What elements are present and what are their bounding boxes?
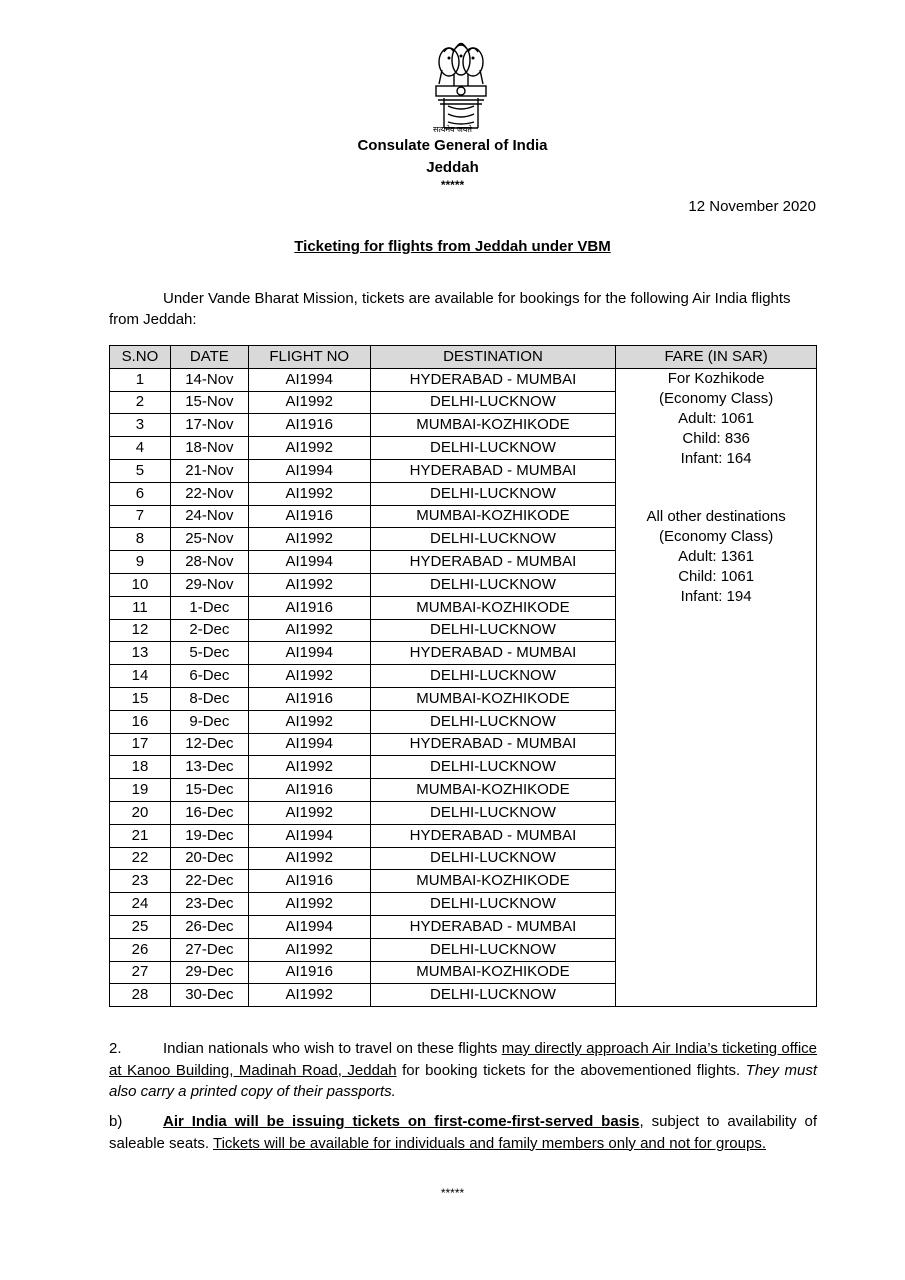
cell-date: 13-Dec (170, 756, 248, 779)
cell-destination: DELHI-LUCKNOW (370, 756, 616, 779)
paragraph-2 (109, 1038, 817, 1103)
cell-destination: DELHI-LUCKNOW (370, 482, 616, 505)
org-city: Jeddah (426, 159, 479, 176)
cell-date: 9-Dec (170, 710, 248, 733)
fare-line-others: Infant: 194 (680, 587, 752, 605)
cell-flight-no: AI1992 (248, 665, 370, 688)
col-header-date: DATE (170, 346, 248, 369)
cell-flight-no: AI1994 (248, 642, 370, 665)
cell-date: 23-Dec (170, 893, 248, 916)
cell-destination: MUMBAI-KOZHIKODE (370, 505, 616, 528)
cell-destination: HYDERABAD - MUMBAI (370, 551, 616, 574)
intro-paragraph (109, 288, 817, 330)
cell-destination: DELHI-LUCKNOW (370, 528, 616, 551)
cell-destination: DELHI-LUCKNOW (370, 893, 616, 916)
cell-flight-no: AI1994 (248, 915, 370, 938)
fare-line-kozhikode: Infant: 164 (680, 449, 752, 467)
cell-date: 5-Dec (170, 642, 248, 665)
footer-separator: ***** (440, 1186, 465, 1200)
emblem-motto: सत्यमेव जयते (433, 125, 472, 134)
cell-flight-no: AI1916 (248, 961, 370, 984)
fare-line-kozhikode: (Economy Class) (659, 389, 774, 407)
cell-date: 26-Dec (170, 915, 248, 938)
cell-sno: 2 (110, 391, 171, 414)
cell-destination: HYDERABAD - MUMBAI (370, 915, 616, 938)
para-number: b) (109, 1113, 123, 1130)
cell-sno: 3 (110, 414, 171, 437)
cell-flight-no: AI1916 (248, 870, 370, 893)
cell-flight-no: AI1992 (248, 756, 370, 779)
cell-sno: 1 (110, 368, 171, 391)
cell-date: 14-Nov (170, 368, 248, 391)
cell-destination: MUMBAI-KOZHIKODE (370, 596, 616, 619)
cell-sno: 16 (110, 710, 171, 733)
cell-destination: HYDERABAD - MUMBAI (370, 459, 616, 482)
cell-sno: 7 (110, 505, 171, 528)
cell-destination: HYDERABAD - MUMBAI (370, 642, 616, 665)
cell-destination: DELHI-LUCKNOW (370, 665, 616, 688)
header-separator: ***** (440, 178, 465, 192)
fare-line-kozhikode: Adult: 1061 (678, 409, 755, 427)
cell-flight-no: AI1992 (248, 984, 370, 1007)
para-text: Indian nationals who wish to travel on these flights (163, 1040, 502, 1057)
cell-destination: MUMBAI-KOZHIKODE (370, 779, 616, 802)
cell-date: 22-Nov (170, 482, 248, 505)
cell-flight-no: AI1916 (248, 414, 370, 437)
cell-flight-no: AI1992 (248, 710, 370, 733)
cell-sno: 23 (110, 870, 171, 893)
cell-destination: MUMBAI-KOZHIKODE (370, 870, 616, 893)
cell-sno: 18 (110, 756, 171, 779)
cell-flight-no: AI1994 (248, 551, 370, 574)
cell-date: 28-Nov (170, 551, 248, 574)
flight-schedule-table (109, 345, 817, 1007)
paragraph-b (109, 1111, 817, 1154)
cell-date: 6-Dec (170, 665, 248, 688)
cell-date: 2-Dec (170, 619, 248, 642)
cell-destination: MUMBAI-KOZHIKODE (370, 961, 616, 984)
cell-sno: 19 (110, 779, 171, 802)
cell-flight-no: AI1992 (248, 573, 370, 596)
intro-text: Under Vande Bharat Mission, tickets are available for bookings for the following Air India flights from Jeddah: (109, 290, 791, 328)
cell-date: 15-Nov (170, 391, 248, 414)
cell-date: 12-Dec (170, 733, 248, 756)
cell-sno: 5 (110, 459, 171, 482)
cell-flight-no: AI1992 (248, 893, 370, 916)
cell-destination: DELHI-LUCKNOW (370, 437, 616, 460)
cell-date: 25-Nov (170, 528, 248, 551)
cell-sno: 27 (110, 961, 171, 984)
cell-destination: HYDERABAD - MUMBAI (370, 824, 616, 847)
cell-sno: 17 (110, 733, 171, 756)
table-row (110, 368, 817, 391)
cell-sno: 26 (110, 938, 171, 961)
cell-sno: 6 (110, 482, 171, 505)
cell-flight-no: AI1994 (248, 459, 370, 482)
fare-cell (616, 368, 817, 1006)
cell-sno: 4 (110, 437, 171, 460)
cell-destination: DELHI-LUCKNOW (370, 847, 616, 870)
cell-date: 1-Dec (170, 596, 248, 619)
cell-date: 24-Nov (170, 505, 248, 528)
cell-sno: 9 (110, 551, 171, 574)
cell-flight-no: AI1916 (248, 505, 370, 528)
cell-date: 22-Dec (170, 870, 248, 893)
cell-destination: MUMBAI-KOZHIKODE (370, 414, 616, 437)
table-header-row (110, 346, 817, 369)
cell-date: 27-Dec (170, 938, 248, 961)
para-text-underlined: Tickets will be available for individuals and family members only and not for groups. (212, 1134, 767, 1152)
cell-flight-no: AI1994 (248, 368, 370, 391)
cell-date: 30-Dec (170, 984, 248, 1007)
national-emblem-icon (430, 40, 492, 135)
col-header-sno: S.NO (110, 346, 171, 369)
cell-sno: 22 (110, 847, 171, 870)
cell-sno: 25 (110, 915, 171, 938)
cell-destination: HYDERABAD - MUMBAI (370, 733, 616, 756)
cell-destination: DELHI-LUCKNOW (370, 801, 616, 824)
cell-date: 17-Nov (170, 414, 248, 437)
cell-date: 15-Dec (170, 779, 248, 802)
fare-line-kozhikode: For Kozhikode (667, 369, 765, 387)
cell-flight-no: AI1992 (248, 847, 370, 870)
document-date: 12 November 2020 (688, 198, 816, 215)
cell-sno: 12 (110, 619, 171, 642)
cell-destination: DELHI-LUCKNOW (370, 573, 616, 596)
cell-date: 19-Dec (170, 824, 248, 847)
col-header-destination: DESTINATION (370, 346, 616, 369)
document-title (0, 238, 905, 255)
para-text-underlined: may directly approach Air India’s ticketing office at Kanoo Building, Madinah Road, Jeddah (109, 1040, 817, 1079)
cell-flight-no: AI1992 (248, 801, 370, 824)
fare-line-others: All other destinations (646, 507, 786, 525)
cell-destination: DELHI-LUCKNOW (370, 619, 616, 642)
cell-date: 29-Dec (170, 961, 248, 984)
cell-flight-no: AI1992 (248, 391, 370, 414)
cell-destination: DELHI-LUCKNOW (370, 984, 616, 1007)
cell-sno: 28 (110, 984, 171, 1007)
col-header-flight-no: FLIGHT NO (248, 346, 370, 369)
fare-line-others: Child: 1061 (678, 567, 755, 585)
cell-flight-no: AI1992 (248, 938, 370, 961)
cell-sno: 13 (110, 642, 171, 665)
cell-destination: HYDERABAD - MUMBAI (370, 368, 616, 391)
fare-line-kozhikode: Child: 836 (682, 429, 750, 447)
cell-sno: 10 (110, 573, 171, 596)
cell-date: 21-Nov (170, 459, 248, 482)
para-text: , subject to availability of saleable seats. (109, 1113, 817, 1152)
cell-sno: 15 (110, 687, 171, 710)
document-title-text: Ticketing for flights from Jeddah under VBM (294, 238, 611, 255)
fare-line-others: (Economy Class) (659, 527, 774, 545)
org-name: Consulate General of India (357, 137, 548, 154)
cell-destination: DELHI-LUCKNOW (370, 938, 616, 961)
cell-flight-no: AI1992 (248, 619, 370, 642)
cell-flight-no: AI1916 (248, 779, 370, 802)
cell-flight-no: AI1992 (248, 482, 370, 505)
cell-sno: 21 (110, 824, 171, 847)
cell-sno: 11 (110, 596, 171, 619)
cell-flight-no: AI1994 (248, 824, 370, 847)
cell-date: 16-Dec (170, 801, 248, 824)
cell-destination: DELHI-LUCKNOW (370, 710, 616, 733)
fare-gap (616, 469, 816, 507)
cell-flight-no: AI1994 (248, 733, 370, 756)
para-text-bold: Air India will be issuing tickets on first-come-first-served basis (163, 1113, 640, 1130)
cell-sno: 24 (110, 893, 171, 916)
cell-date: 20-Dec (170, 847, 248, 870)
cell-date: 8-Dec (170, 687, 248, 710)
cell-sno: 8 (110, 528, 171, 551)
cell-sno: 20 (110, 801, 171, 824)
cell-destination: DELHI-LUCKNOW (370, 391, 616, 414)
col-header-fare: FARE (IN SAR) (616, 346, 817, 369)
cell-destination: MUMBAI-KOZHIKODE (370, 687, 616, 710)
cell-date: 18-Nov (170, 437, 248, 460)
para-number: 2. (109, 1040, 122, 1057)
cell-flight-no: AI1916 (248, 687, 370, 710)
cell-flight-no: AI1916 (248, 596, 370, 619)
cell-flight-no: AI1992 (248, 437, 370, 460)
cell-sno: 14 (110, 665, 171, 688)
para-text-italic: They must also carry a printed copy of their passports. (109, 1061, 817, 1100)
cell-date: 29-Nov (170, 573, 248, 596)
fare-line-others: Adult: 1361 (678, 547, 755, 565)
para-text: for booking tickets for the abovementioned flights. (396, 1061, 746, 1079)
cell-flight-no: AI1992 (248, 528, 370, 551)
